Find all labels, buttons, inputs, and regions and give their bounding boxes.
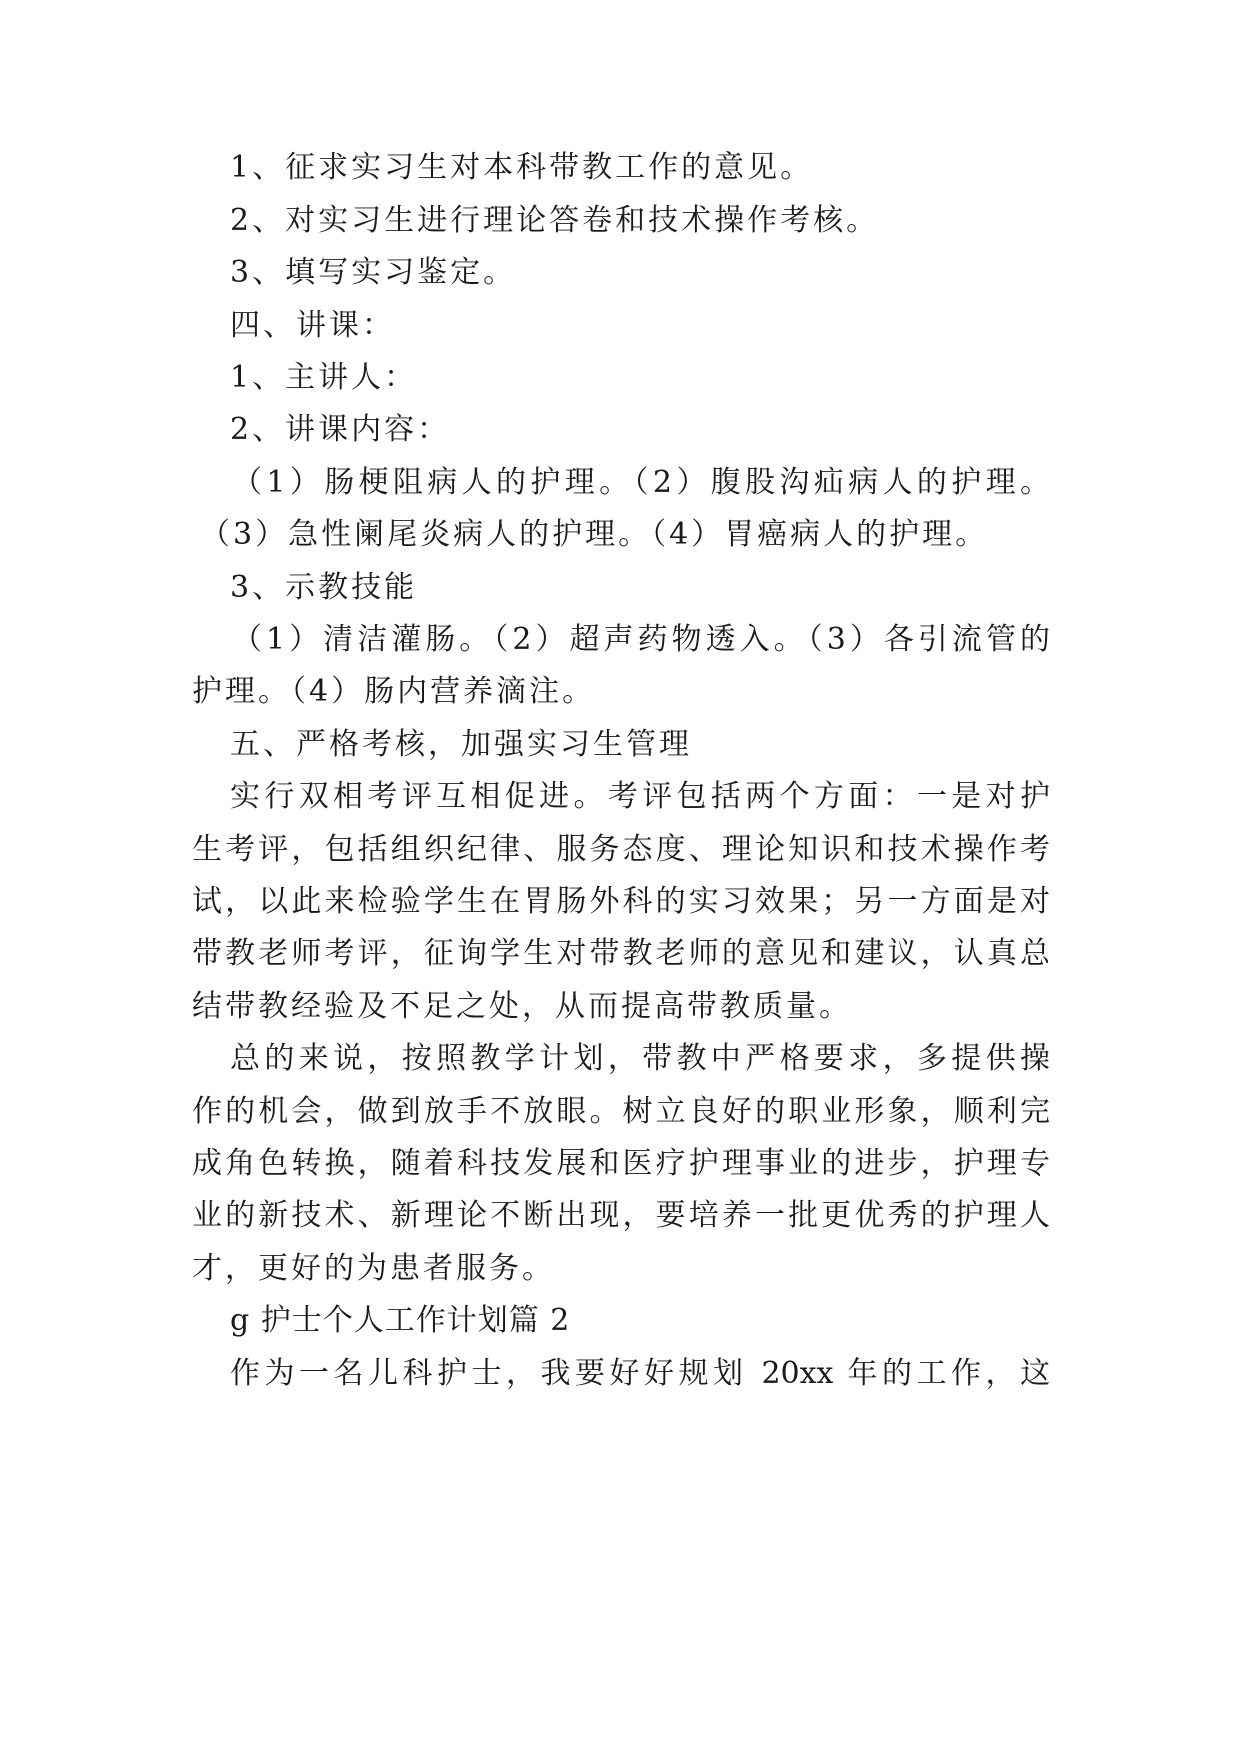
paragraph-line: 结带教经验及不足之处，从而提高带教质量。: [192, 989, 852, 1024]
paragraph-line: 总的来说，按照教学计划，带教中严格要求，多提供操: [230, 1041, 1050, 1076]
section-heading: g 护士个人工作计划篇 2: [230, 1303, 571, 1338]
paragraph-line: 试，以此来检验学生在胃肠外科的实习效果；另一方面是对: [192, 884, 1050, 919]
paragraph-line: 生考评，包括组织纪律、服务态度、理论知识和技术操作考: [192, 832, 1050, 867]
text-line: 护理。（4）肠内营养滴注。: [192, 674, 596, 709]
text-line: （1）清洁灌肠。（2）超声药物透入。（3）各引流管的: [232, 622, 1050, 657]
text-line: 2、对实习生进行理论答卷和技术操作考核。: [230, 203, 880, 238]
paragraph-line: 作为一名儿科护士，我要好好规划 20xx 年的工作，这: [230, 1356, 1050, 1391]
text-line: 1、征求实习生对本科带教工作的意见。: [230, 150, 814, 185]
text-line: 2、讲课内容：: [230, 412, 451, 447]
text-line: 3、填写实习鉴定。: [230, 255, 517, 290]
paragraph-line: 带教老师考评，征询学生对带教老师的意见和建议，认真总: [192, 936, 1050, 971]
text-line: （3）急性阑尾炎病人的护理。（4）胃癌病人的护理。: [200, 517, 989, 552]
text-line: 3、示教技能: [230, 570, 418, 605]
section-heading: 四、讲课：: [230, 308, 395, 343]
paragraph-line: 业的新技术、新理论不断出现，要培养一批更优秀的护理人: [192, 1198, 1050, 1233]
paragraph-line: 作的机会，做到放手不放眼。树立良好的职业形象，顺利完: [192, 1094, 1050, 1129]
text-line: 1、主讲人：: [230, 360, 418, 395]
text-line: （1）肠梗阻病人的护理。（2）腹股沟疝病人的护理。: [232, 465, 1050, 500]
section-heading: 五、严格考核，加强实习生管理: [230, 727, 692, 762]
paragraph-line: 才，更好的为患者服务。: [192, 1251, 555, 1286]
paragraph-line: 成角色转换，随着科技发展和医疗护理事业的进步，护理专: [192, 1146, 1050, 1181]
paragraph-line: 实行双相考评互相促进。考评包括两个方面：一是对护: [230, 779, 1050, 814]
